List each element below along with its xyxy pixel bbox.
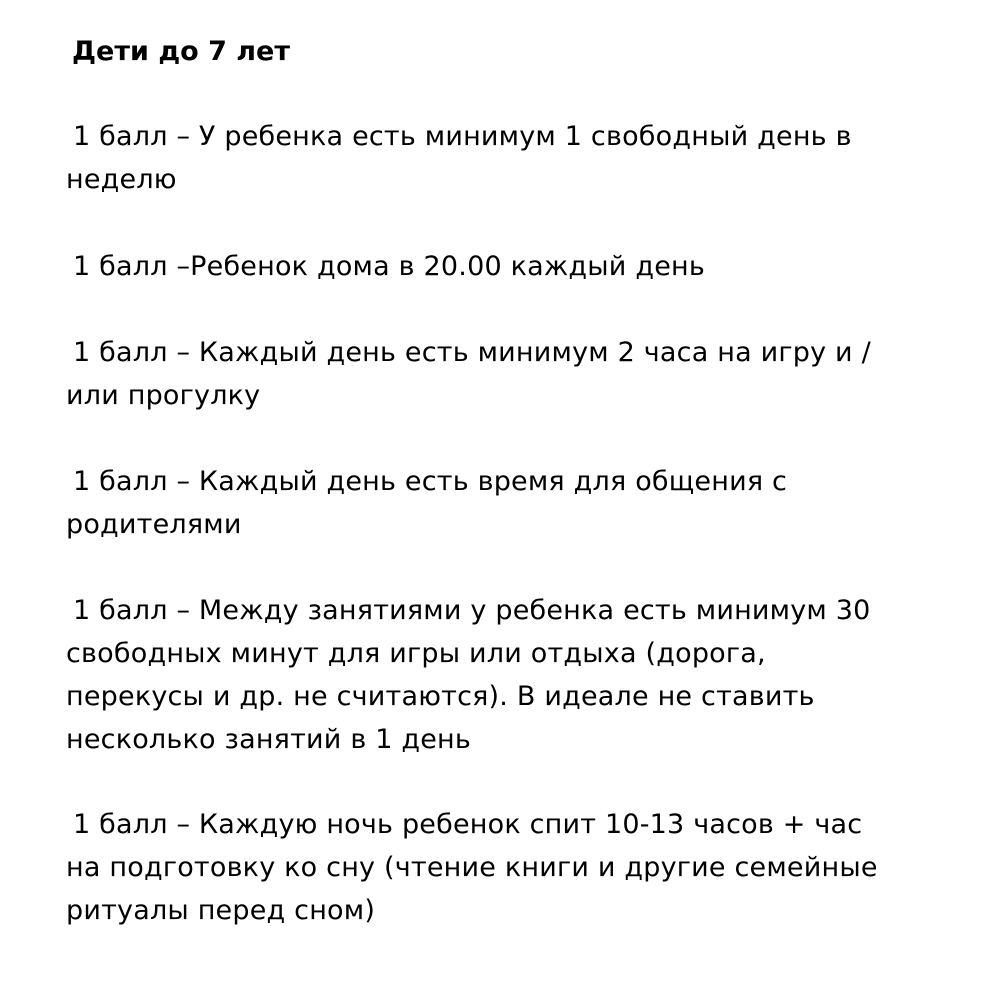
criterion-text-line: 1 балл – Между занятиями у ребенка есть минимум 30 (73, 595, 871, 626)
criterion-text-line: 1 балл – Каждый день есть время для общения с (73, 466, 788, 497)
criterion-item (66, 245, 946, 288)
criterion-text-line: 1 балл – У ребенка есть минимум 1 свободный день в (73, 121, 852, 152)
criterion-item (66, 589, 946, 761)
criterion-text-line: родителями (66, 509, 242, 540)
criterion-text-line: 1 балл – Каждую ночь ребенок спит 10-13 часов + час (73, 809, 863, 840)
criterion-text-line: на подготовку ко сну (чтение книги и другие семейные (66, 852, 878, 883)
page-title: Дети до 7 лет (72, 36, 291, 67)
criterion-item (66, 331, 946, 417)
criterion-text-line: ритуалы перед сном) (66, 895, 376, 926)
criterion-text-line: 1 балл – Каждый день есть минимум 2 часа на игру и / (73, 337, 871, 368)
criterion-text-line: 1 балл –Ребенок дома в 20.00 каждый день (73, 251, 705, 282)
criterion-item (66, 115, 946, 201)
criterion-text-line: неделю (66, 164, 177, 195)
criterion-text-line: свободных минут для игры или отдыха (дорога, (66, 638, 766, 669)
criterion-item (66, 460, 946, 546)
criterion-text-line: несколько занятий в 1 день (66, 724, 472, 755)
criterion-text-line: перекусы и др. не считаются). В идеале не ставить (66, 681, 815, 712)
criterion-text-line: или прогулку (66, 380, 261, 411)
criterion-item (66, 803, 946, 932)
